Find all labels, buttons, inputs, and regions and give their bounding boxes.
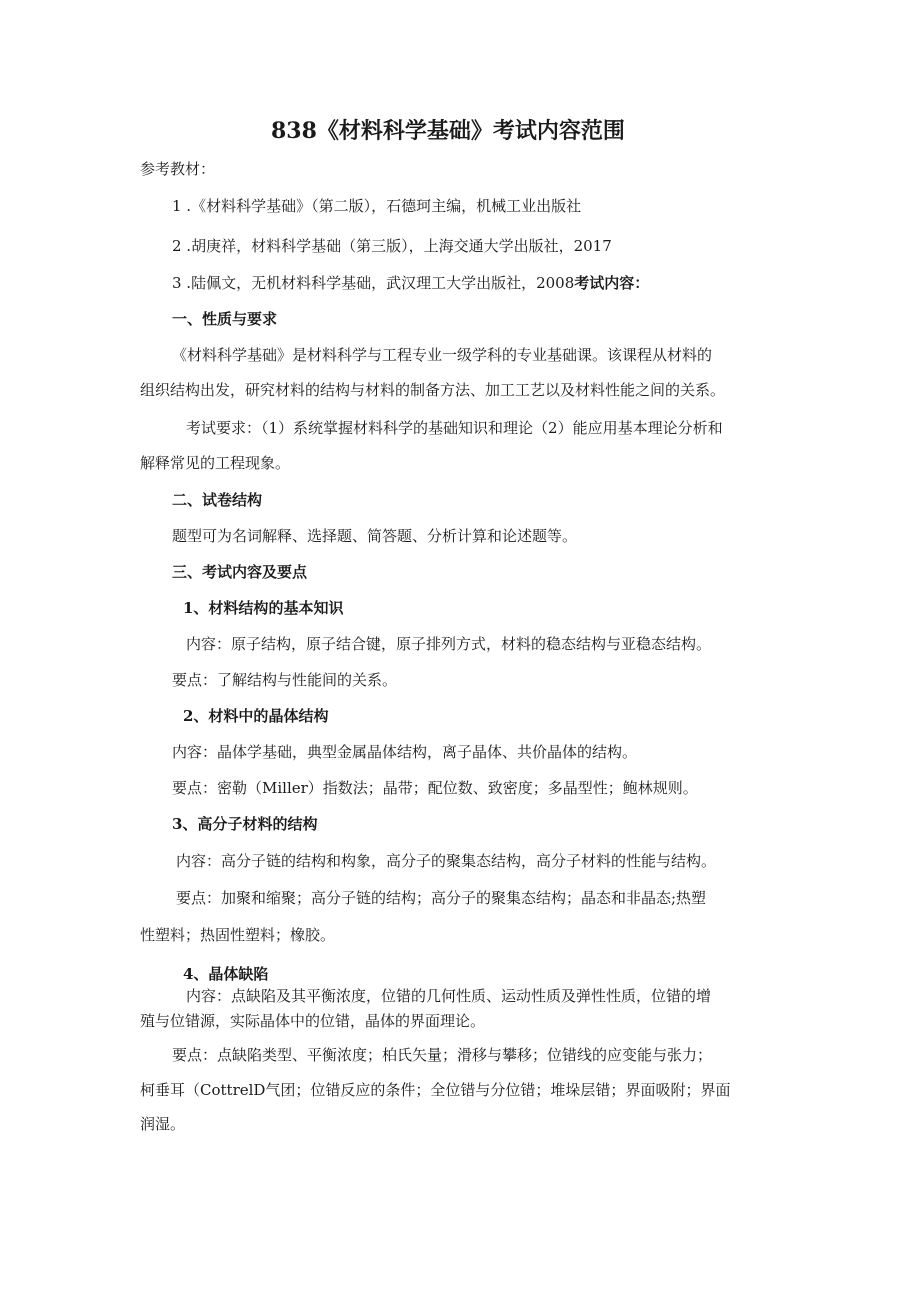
topic-content: 内容：点缺陷及其平衡浓度，位错的几何性质、运动性质及弹性性质，位错的增 (186, 987, 712, 1005)
topic-heading: 1、材料结构的基本知识 (183, 599, 344, 617)
topic-points: 要点：加聚和缩聚；高分子链的结构；高分子的聚集态结构；晶态和非晶态;热塑 (176, 889, 707, 907)
topic-points: 润湿。 (140, 1115, 186, 1133)
paragraph-line: 解释常见的工程现象。 (140, 454, 291, 472)
reference-item (172, 273, 649, 293)
paragraph-line: 《材料科学基础》是材料科学与工程专业一级学科的专业基础课。该课程从材料的 (172, 346, 713, 364)
topic-points: 要点：点缺陷类型、平衡浓度；柏氏矢量；滑移与攀移；位错线的应变能与张力； (172, 1046, 713, 1064)
reference-text: 3 .陆佩文，无机材料科学基础，武汉理工大学出版社，2008 (172, 274, 575, 292)
section-heading: 二、试卷结构 (172, 491, 263, 509)
topic-heading: 4、晶体缺陷 (183, 965, 269, 983)
topic-points: 柯垂耳（CottrelD气团；位错反应的条件；全位错与分位错；堆垛层错；界面吸附；界面 (140, 1081, 731, 1099)
references-heading: 参考教材： (140, 160, 216, 178)
reference-item: 2 .胡庚祥，材料科学基础（第三版），上海交通大学出版社，2017 (172, 237, 612, 255)
topic-content: 内容：晶体学基础，典型金属晶体结构，离子晶体、共价晶体的结构。 (172, 743, 638, 761)
topic-points: 要点：了解结构与性能间的关系。 (172, 671, 398, 689)
topic-content: 殖与位错源，实际晶体中的位错，晶体的界面理论。 (140, 1012, 486, 1030)
paragraph-line: 题型可为名词解释、选择题、简答题、分析计算和论述题等。 (172, 527, 578, 545)
topic-points: 性塑料；热固性塑料；橡胶。 (140, 926, 336, 944)
topic-content: 内容：原子结构，原子结合键，原子排列方式，材料的稳态结构与亚稳态结构。 (186, 635, 712, 653)
paragraph-line: 组织结构出发，研究材料的结构与材料的制备方法、加工工艺以及材料性能之间的关系。 (140, 381, 726, 399)
exam-content-label: 考试内容： (574, 274, 650, 292)
topic-points: 要点：密勒（Miller）指数法；晶带；配位数、致密度；多晶型性；鲍林规则。 (172, 779, 698, 797)
page-title: 838《材料科学基础》考试内容范围 (271, 118, 625, 144)
topic-heading: 3、高分子材料的结构 (172, 815, 318, 833)
topic-heading: 2、材料中的晶体结构 (183, 707, 329, 725)
section-heading: 三、考试内容及要点 (172, 563, 308, 581)
section-heading: 一、性质与要求 (172, 310, 278, 328)
topic-content: 内容：高分子链的结构和构象，高分子的聚集态结构，高分子材料的性能与结构。 (176, 852, 717, 870)
paragraph-line: 考试要求：（1）系统掌握材料科学的基础知识和理论（2）能应用基本理论分析和 (186, 419, 723, 437)
reference-item: 1 .《材料科学基础》（第二版），石德珂主编，机械工业出版社 (172, 197, 582, 215)
